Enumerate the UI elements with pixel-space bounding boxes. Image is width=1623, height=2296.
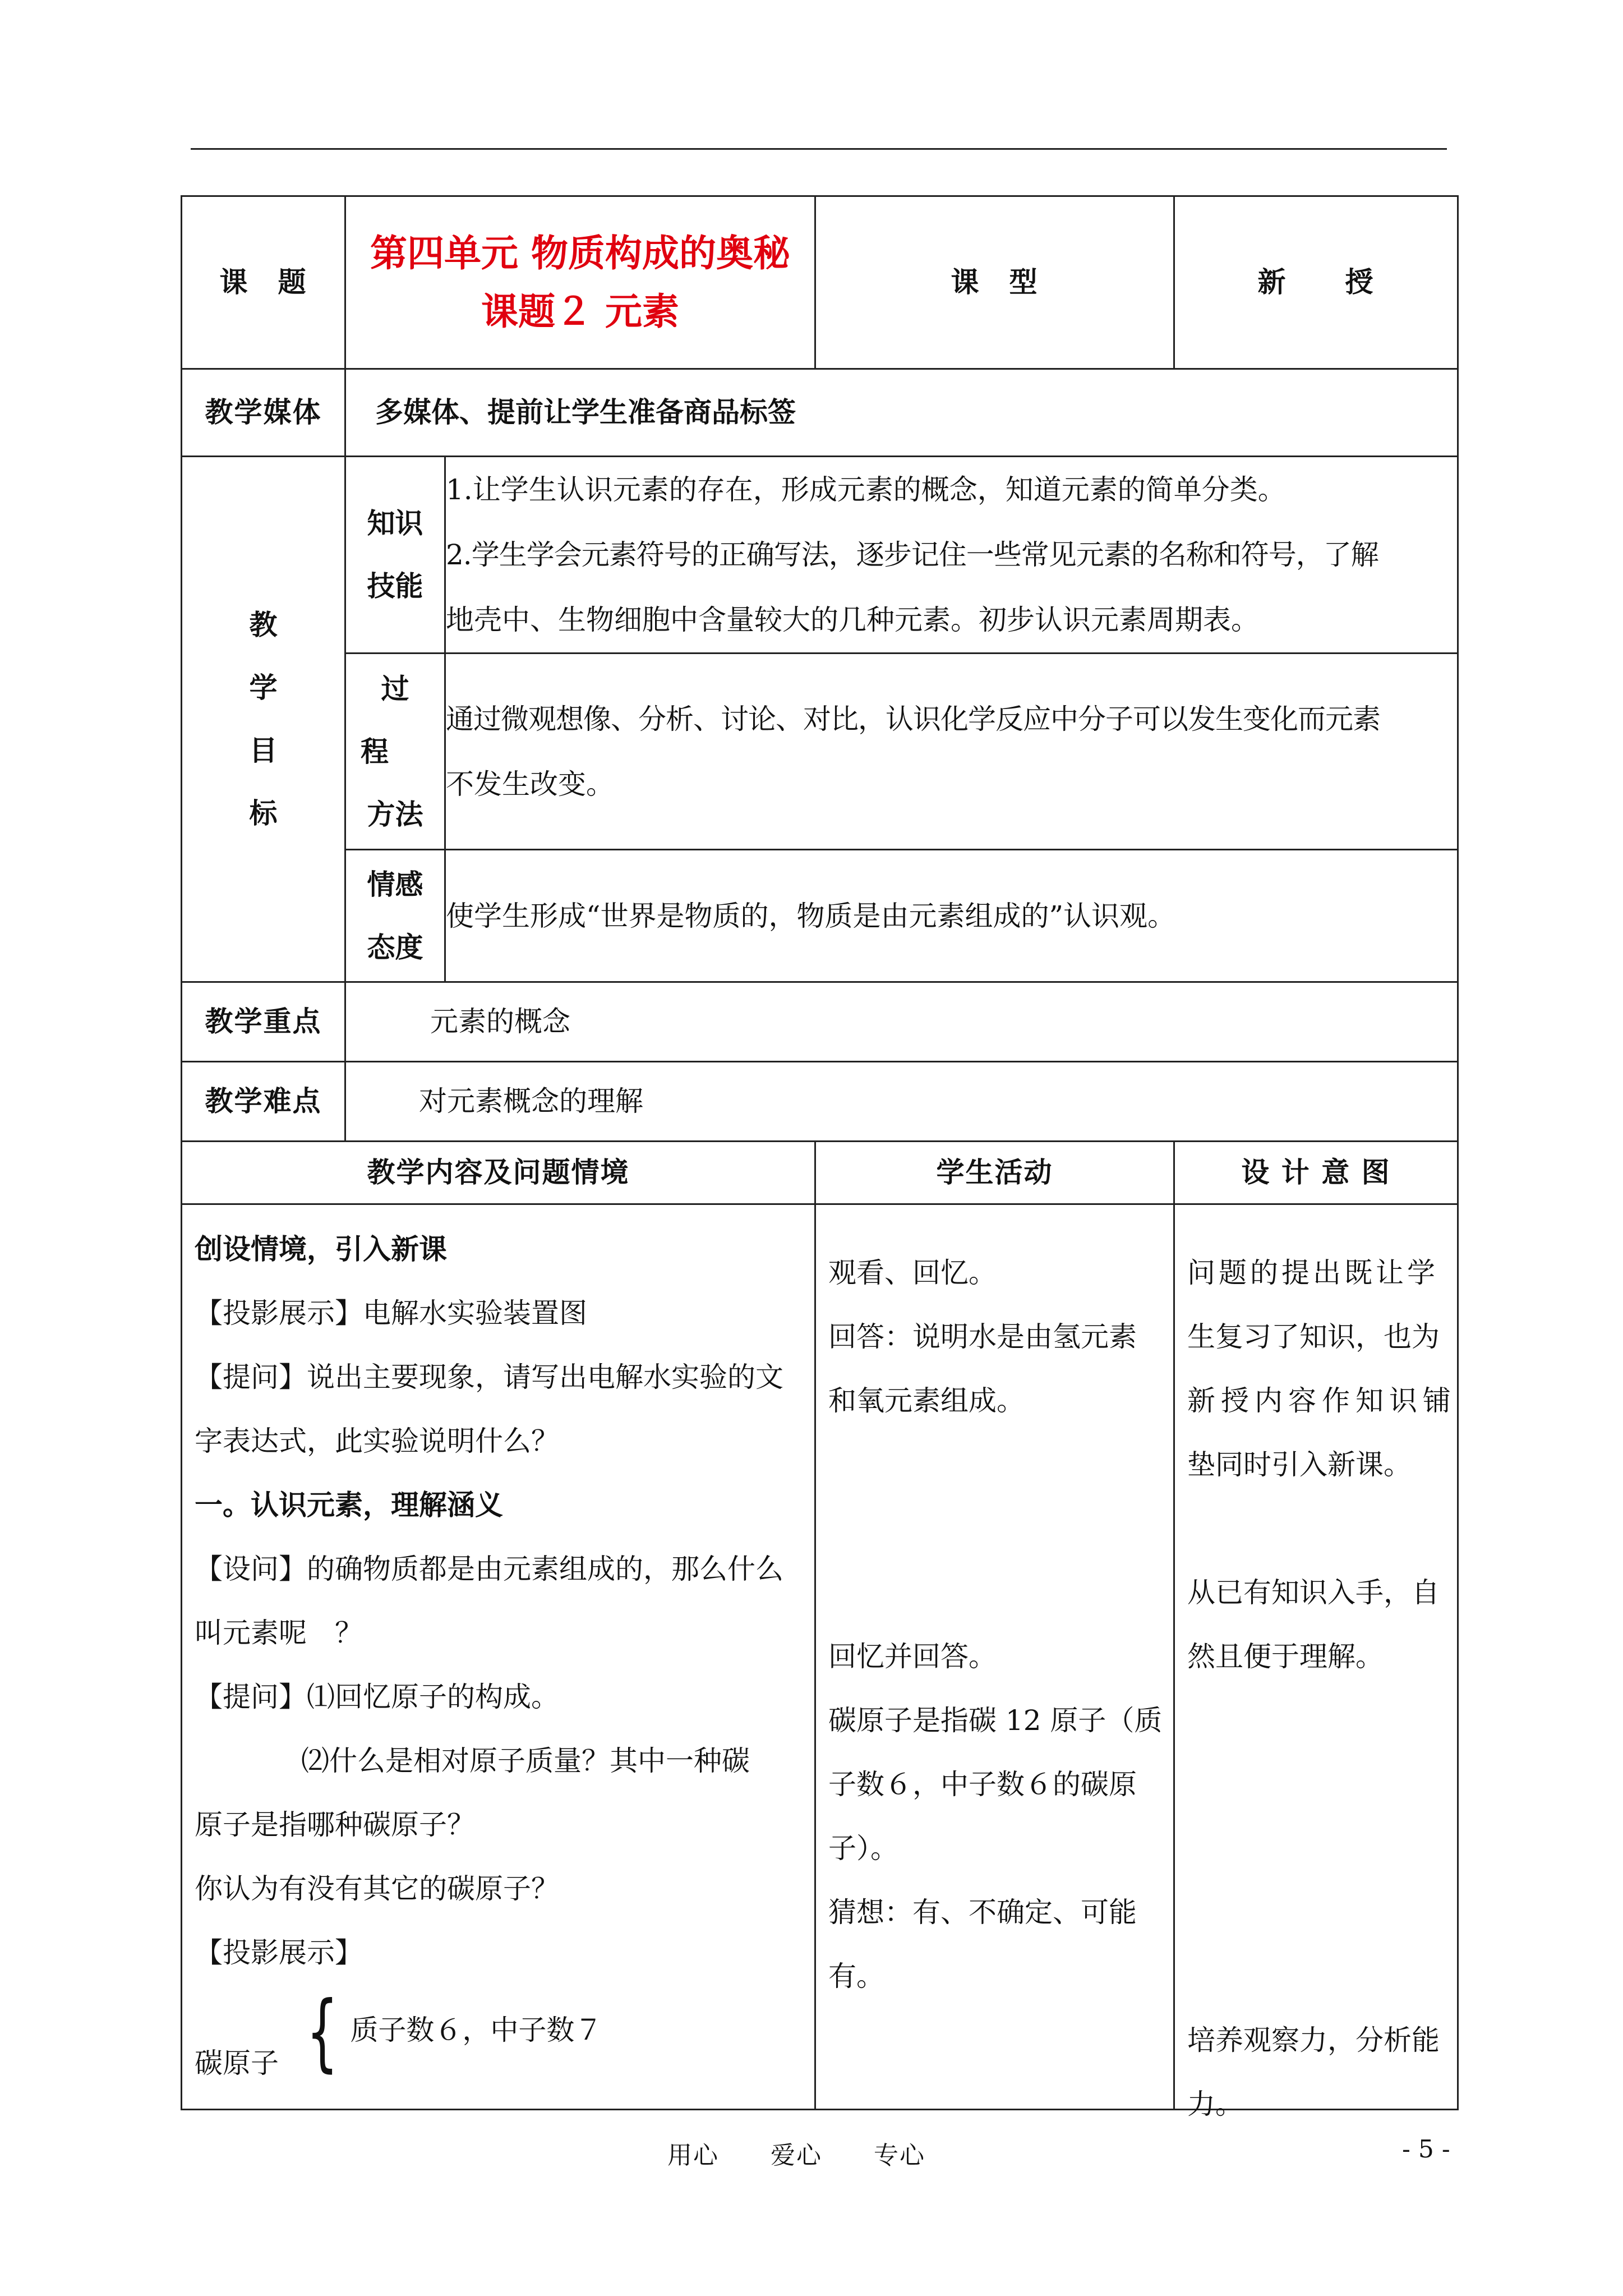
lesson-body-row (182, 1204, 1458, 2110)
header-rule (191, 148, 1447, 150)
brace-icon: { (306, 1984, 339, 2081)
topic-label: 课 题 (182, 196, 345, 369)
difficulty-value: 对元素概念的理解 (345, 1062, 1458, 1142)
emotion-label-line: 情感 (367, 867, 423, 901)
knowledge-label-line: 技能 (367, 569, 423, 602)
column-header-row (182, 1142, 1458, 1204)
process-label-line: 程 (361, 734, 389, 768)
intent-line: 垫同时引入新课。 (1187, 1448, 1412, 1481)
process-label (345, 654, 445, 850)
key-point-label: 教学重点 (182, 982, 345, 1062)
student-line: 碳原子是指碳 12 原子（质 (828, 1704, 1163, 1737)
intent-line: 新授内容作知识铺 (1187, 1384, 1457, 1417)
media-value: 多媒体、提前让学生准备商品标签 (345, 369, 1458, 457)
content-line: 【提问】说出主要现象，请写出电解水实验的文 (195, 1361, 783, 1393)
objectives-char: 标 (249, 797, 278, 830)
intent-line: 生复习了知识，也为 (1187, 1320, 1440, 1353)
content-line: 一。认识元素，理解涵义 (195, 1488, 503, 1521)
topic-row (182, 196, 1458, 369)
content-line: 【提问】⑴回忆原子的构成。 (195, 1681, 559, 1713)
intent-line: 从已有知识入手，自 (1187, 1576, 1440, 1609)
process-text (445, 654, 1458, 850)
content-line: 原子是指哪种碳原子？ (195, 1809, 475, 1841)
difficulty-label: 教学难点 (182, 1062, 345, 1142)
content-line: 创设情境，引入新课 (195, 1232, 447, 1266)
student-line: 回忆并回答。 (828, 1640, 997, 1673)
knowledge-text (445, 457, 1458, 654)
teaching-content (182, 1204, 815, 2110)
intent-line: 然且便于理解。 (1187, 1640, 1384, 1673)
key-point-value: 元素的概念 (345, 982, 1458, 1062)
content-line: 你认为有没有其它的碳原子？ (195, 1872, 559, 1905)
objective-knowledge-row (182, 457, 1458, 654)
student-column-header: 学生活动 (815, 1142, 1174, 1204)
student-line: 和氧元素组成。 (828, 1384, 1025, 1417)
student-line: 子）。 (828, 1832, 899, 1865)
objectives-char: 目 (249, 734, 278, 767)
objectives-label (182, 457, 345, 982)
intent-line: 力。 (1187, 2088, 1244, 2120)
student-line: 子数６，中子数６的碳原 (828, 1768, 1137, 1801)
knowledge-label (345, 457, 445, 654)
content-line: 字表达式，此实验说明什么？ (195, 1425, 559, 1457)
type-label: 课 型 (815, 196, 1174, 369)
media-label: 教学媒体 (182, 369, 345, 457)
footer-motto: 用心 爱心 专心 (667, 2141, 925, 2170)
lesson-title (345, 196, 815, 369)
emotion-label (345, 850, 445, 982)
intent-line: 问题的提出既让学 (1187, 1257, 1439, 1289)
knowledge-line: 2.学生学会元素符号的正确写法，逐步记住一些常见元素的名称和符号，了解 (446, 539, 1378, 571)
lesson-plan-table (181, 195, 1459, 2120)
type-value: 新 授 (1174, 196, 1458, 369)
student-line: 回答：说明水是由氢元素 (828, 1320, 1137, 1353)
student-line: 猜想：有、不确定、可能 (828, 1896, 1137, 1929)
knowledge-line: 1.让学生认识元素的存在，形成元素的概念，知道元素的简单分类。 (446, 473, 1286, 506)
knowledge-line: 地壳中、生物细胞中含量较大的几种元素。初步认识元素周期表。 (446, 604, 1259, 636)
content-column-header: 教学内容及问题情境 (182, 1142, 815, 1204)
content-line: 叫元素呢 ？ (195, 1617, 363, 1649)
knowledge-label-line: 知识 (367, 507, 423, 540)
content-line: ⑵什么是相对原子质量？其中一种碳 (301, 1745, 750, 1777)
objectives-char: 学 (249, 671, 278, 704)
content-line: 【投影展示】电解水实验装置图 (195, 1297, 587, 1329)
lesson-subtitle: 课题２ 元素 (481, 289, 679, 333)
intent-line: 培养观察力，分析能 (1187, 2024, 1440, 2056)
unit-title: 第四单元 物质构成的奥秘 (370, 231, 790, 275)
student-line: 有。 (828, 1960, 885, 1993)
process-line: 不发生改变。 (446, 767, 614, 800)
content-line: 【设问】的确物质都是由元素组成的，那么什么 (195, 1553, 783, 1585)
emotion-text: 使学生形成“世界是物质的，物质是由元素组成的”认识观。 (445, 850, 1458, 982)
content-line: 质子数６，中子数７ (350, 2014, 603, 2046)
content-line: 碳原子 (195, 2047, 279, 2079)
page-footer (0, 2135, 1623, 2169)
page-number: - 5 - (1402, 2135, 1450, 2164)
objectives-char: 教 (249, 608, 278, 641)
intent-column-header: 设 计 意 图 (1174, 1142, 1458, 1204)
emotion-label-line: 态度 (367, 930, 423, 964)
objective-emotion-row (182, 850, 1458, 982)
design-intent (1174, 1204, 1458, 2120)
objective-process-row (182, 654, 1458, 850)
process-label-line: 过 (381, 671, 409, 705)
student-activity (815, 1204, 1174, 2110)
process-label-line: 方法 (367, 797, 423, 831)
media-row (182, 369, 1458, 457)
difficulty-row (182, 1062, 1458, 1142)
student-line: 观看、回忆。 (828, 1257, 997, 1289)
process-line: 通过微观想像、分析、讨论、对比，认识化学反应中分子可以发生变化而元素 (446, 702, 1380, 735)
key-point-row (182, 982, 1458, 1062)
content-line: 【投影展示】 (195, 1936, 363, 1969)
